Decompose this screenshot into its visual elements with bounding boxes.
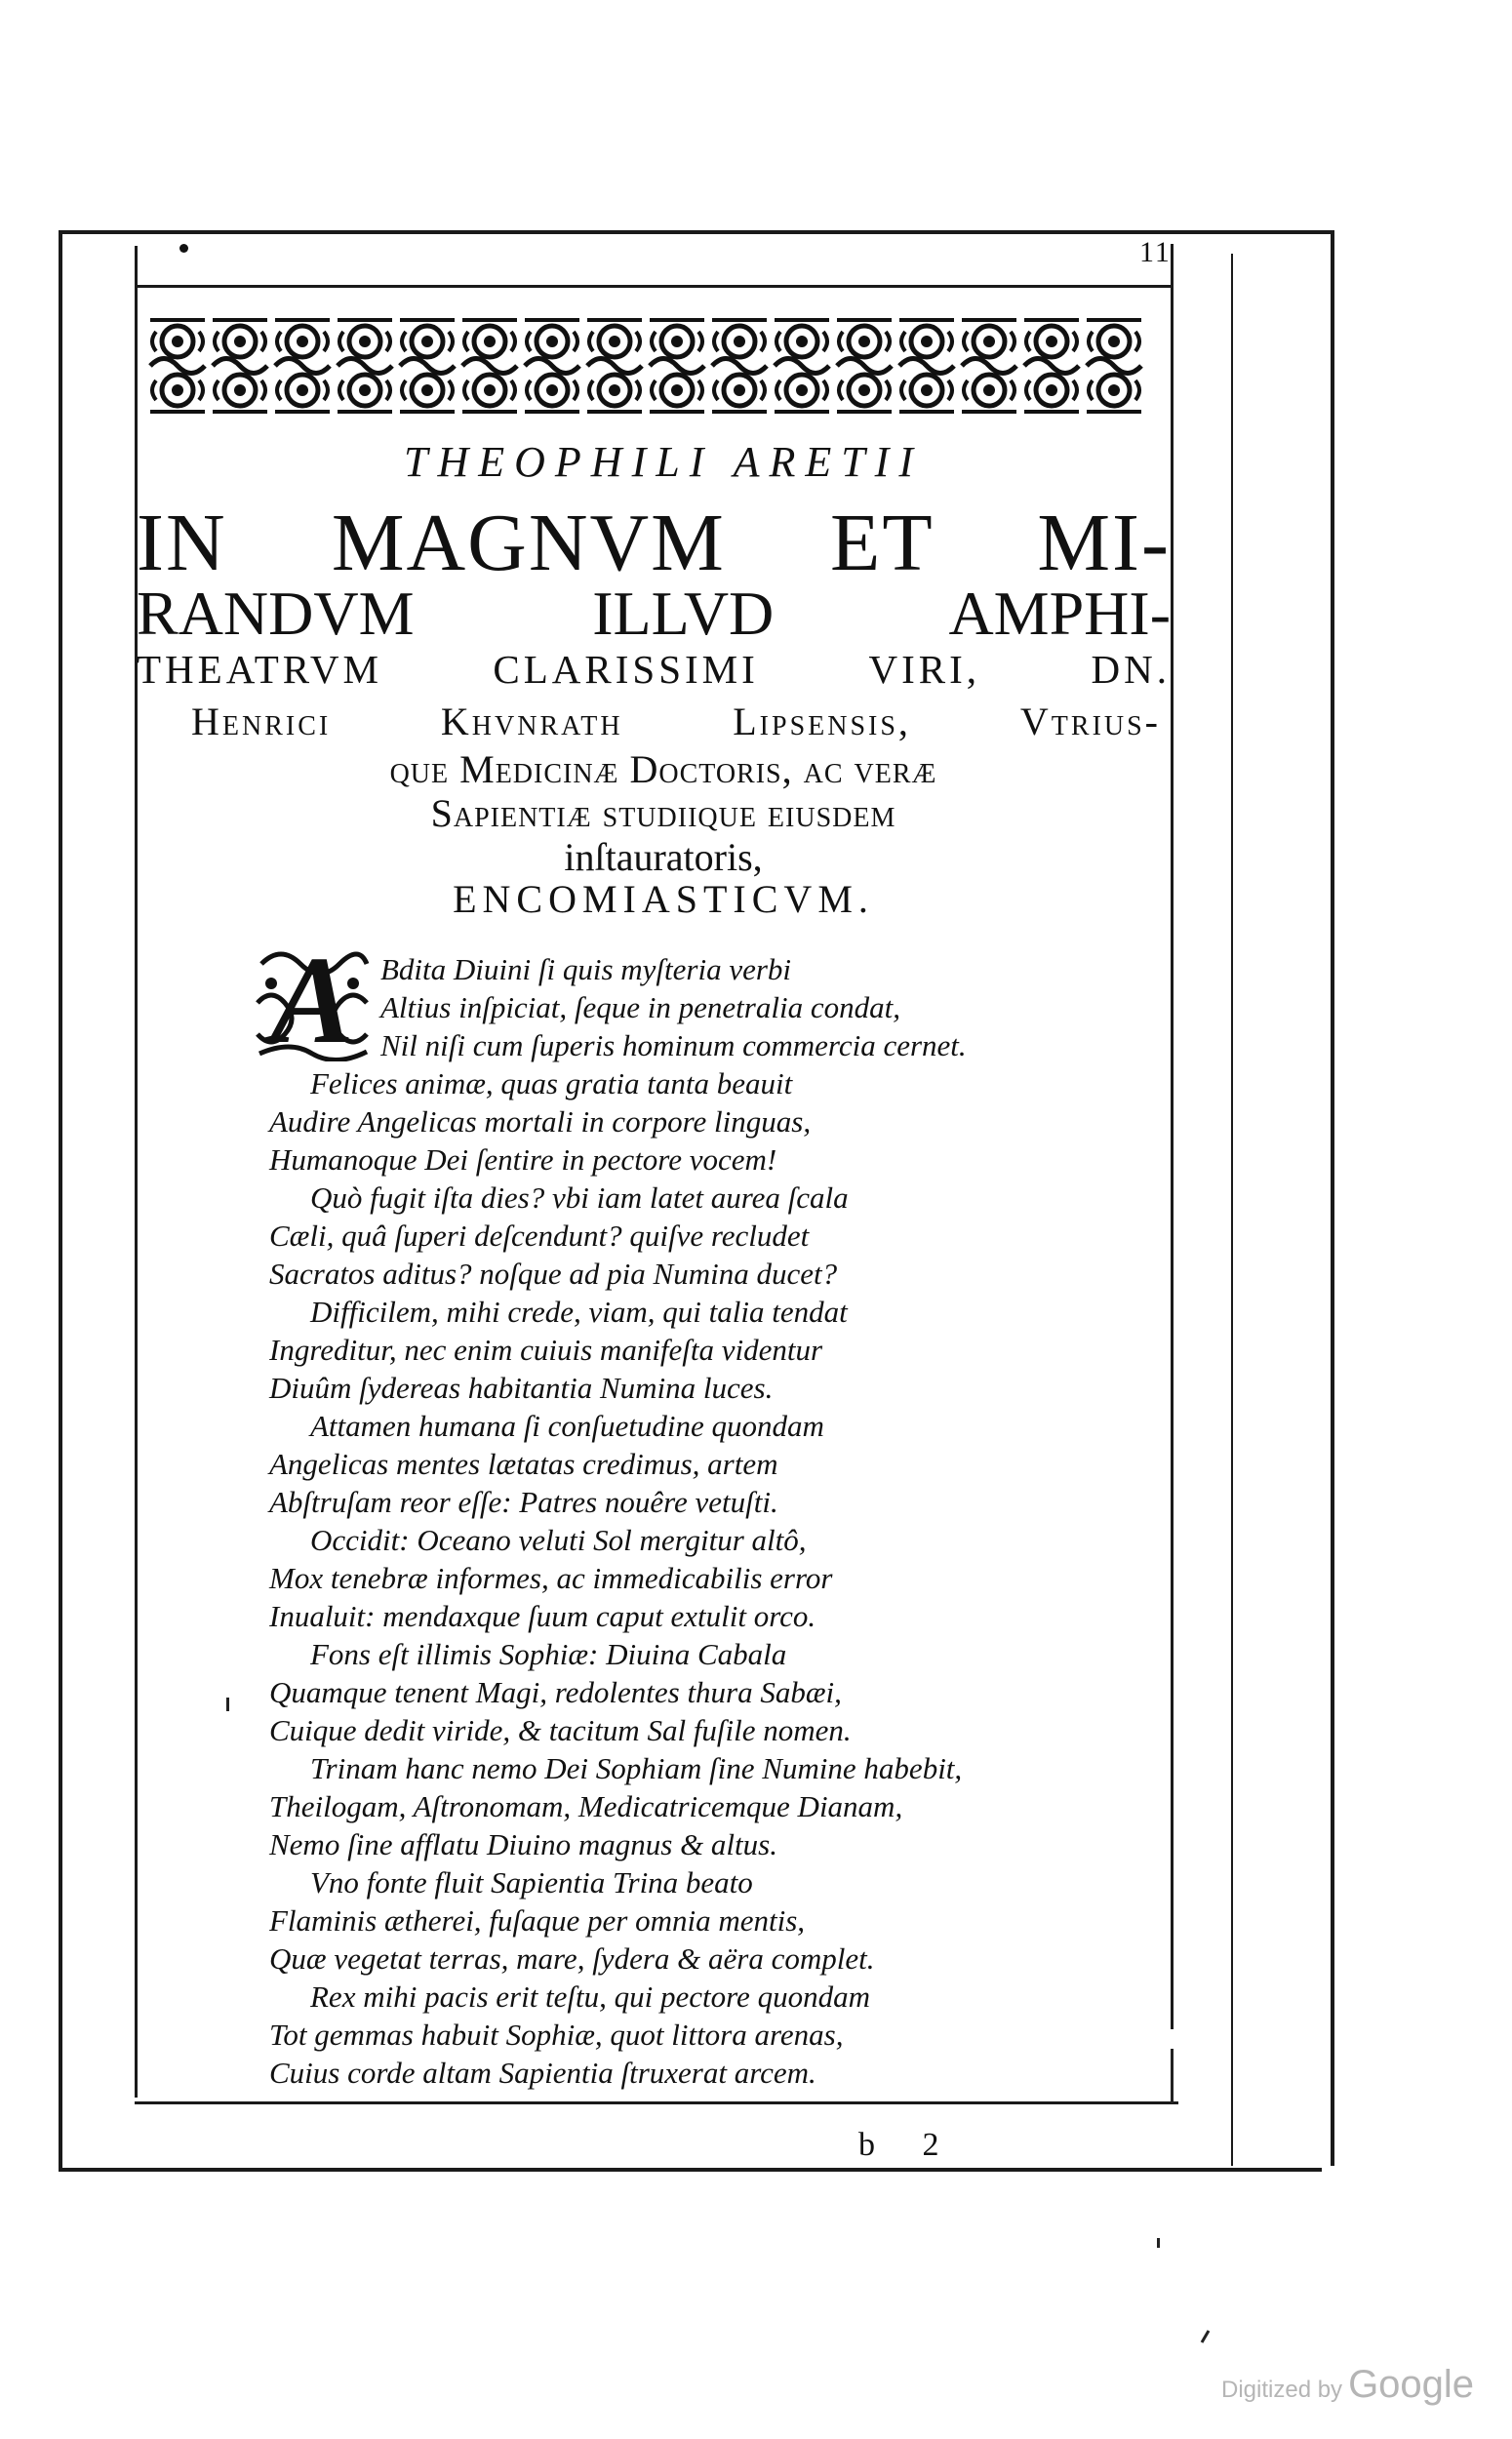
stray-mark xyxy=(1201,2330,1211,2343)
verse-line: Tot gemmas habuit Sophiæ, quot littora arenas, xyxy=(269,2018,844,2052)
frame-left-rule xyxy=(59,232,62,2172)
stray-mark xyxy=(226,1698,229,1711)
verse-line: Humanoque Dei ſentire in pectore vocem! xyxy=(269,1142,777,1177)
verse-line: Cuique dedit viride, & tacitum Sal fuſile nomen. xyxy=(269,1713,852,1747)
stray-mark xyxy=(1157,2238,1160,2248)
verse-line: Abſtruſam reor eſſe: Patres nouêre vetuſti. xyxy=(269,1485,778,1519)
verse-line: Ingreditur, nec enim cuiuis manifeſta videntur xyxy=(269,1333,823,1367)
verse-line: Inualuit: mendaxque ſuum caput extulit orco. xyxy=(269,1599,816,1633)
digitized-watermark xyxy=(1221,2363,1474,2407)
title-author: THEOPHILI ARETII xyxy=(404,438,923,486)
verse-line: Diuûm ſydereas habitantia Numina luces. xyxy=(269,1371,774,1405)
title-line-7: inſtauratoris, xyxy=(564,835,763,879)
verse-line: Sacratos aditus? noſque ad pia Numina ducet? xyxy=(269,1257,838,1291)
title-line-2: RANDVM ILLVD AMPHI- xyxy=(137,579,1171,648)
verse-line: Cæli, quâ ſuperi deſcendunt? quiſve recludet xyxy=(269,1219,810,1253)
verse-line: Audire Angelicas mortali in corpore linguas, xyxy=(269,1104,812,1139)
outer-right-rule-2 xyxy=(1331,232,1334,2166)
footer-rule xyxy=(135,2101,1178,2104)
verse-line: Quamque tenent Magi, redolentes thura Sabæi, xyxy=(269,1675,842,1709)
text-right-rule xyxy=(1171,244,1174,2029)
page-number: 11 xyxy=(1139,236,1172,268)
verse-line: Bdita Diuini ſi quis myſteria verbi xyxy=(380,952,792,986)
drop-cap-letter: A xyxy=(270,931,354,1069)
title-encomiasticum: ENCOMIASTICVM. xyxy=(453,877,874,921)
verse-line: Fons eſt illimis Sophiæ: Diuina Cabala xyxy=(310,1637,787,1671)
verse-line: Angelicas mentes lætatas credimus, artem xyxy=(269,1447,778,1481)
verse-line: Nil niſi cum ſuperis hominum commercia cernet. xyxy=(380,1028,967,1062)
verse-line: Cuius corde altam Sapientia ſtruxerat arcem. xyxy=(269,2056,816,2090)
verse-line: Trinam hanc nemo Dei Sophiam ſine Numine habebit, xyxy=(310,1751,963,1785)
verse-line: Occidit: Oceano veluti Sol mergitur altô, xyxy=(310,1523,807,1557)
verse-line: Rex mihi pacis erit teſtu, qui pectore quondam xyxy=(310,1979,870,2014)
watermark-prefix: Digitized by xyxy=(1221,2377,1343,2403)
frame-top-rule xyxy=(59,230,1334,234)
verse-line: Difficilem, mihi crede, viam, qui talia tendat xyxy=(310,1295,848,1329)
verse-line: Theilogam, Aſtronomam, Medicatricemque Dianam, xyxy=(269,1789,903,1823)
header-rule xyxy=(135,285,1171,288)
outer-right-rule xyxy=(1231,254,1233,2166)
google-logo: Google xyxy=(1348,2363,1475,2406)
ornamental-headpiece xyxy=(146,312,1161,420)
verse-line: Flaminis ætherei, fuſaque per omnia mentis, xyxy=(269,1903,806,1938)
verse-line: Mox tenebræ informes, ac immedicabilis error xyxy=(269,1561,833,1595)
frame-bottom-rule xyxy=(59,2168,1322,2172)
verse-line: Altius inſpiciat, ſeque in penetralia condat, xyxy=(380,990,900,1024)
verse-line: Attamen humana ſi conſuetudine quondam xyxy=(310,1409,824,1443)
page-dot xyxy=(179,244,188,253)
verse-line: Quæ vegetat terras, mare, ſydera & aëra complet. xyxy=(269,1941,875,1976)
title-line-1: IN MAGNVM ET MI- xyxy=(137,498,1171,588)
signature-mark: b 2 xyxy=(858,2127,959,2163)
drop-cap xyxy=(252,931,373,1069)
verse-line: Quò fugit iſta dies? vbi iam latet aurea ſcala xyxy=(310,1180,849,1215)
verse-line: Vno fonte fluit Sapientia Trina beato xyxy=(310,1865,753,1899)
verse-line: Felices animæ, quas gratia tanta beauit xyxy=(310,1066,793,1100)
title-line-5: que Medicinæ Doctoris, ac veræ xyxy=(389,747,937,791)
verse-line: Nemo ſine afflatu Diuino magnus & altus. xyxy=(269,1827,777,1861)
stray-mark xyxy=(1171,2049,1174,2103)
title-line-6: Sapientiæ ſtudiique eiuſdem xyxy=(430,791,896,835)
title-line-4: Henrici Khvnrath Lipsensis, Vtriuſ- xyxy=(191,700,1161,743)
title-line-3: THEATRVM CLARISSIMI VIRI, DN. xyxy=(137,647,1171,692)
